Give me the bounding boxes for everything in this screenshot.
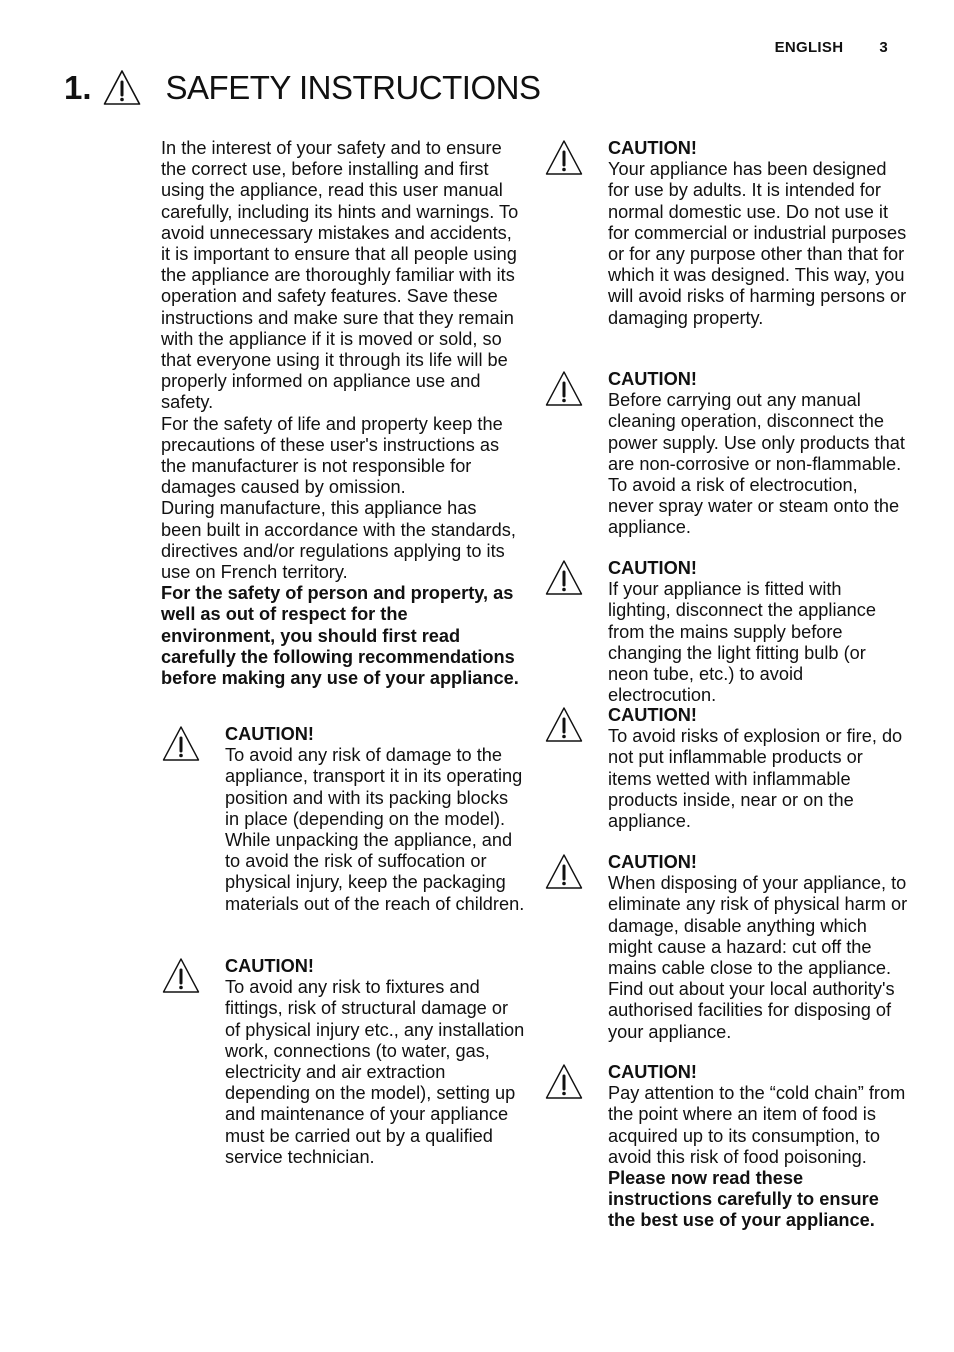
page-number: 3	[879, 39, 888, 56]
page-header	[775, 39, 888, 56]
caution-block	[544, 705, 908, 832]
section-number: 1.	[64, 69, 92, 106]
warning-triangle-icon	[544, 369, 584, 409]
caution-text: If your appliance is fitted with lighting, disconnect the appliance from the mains supply before changing the light fitting bulb (or neon tube, etc.) to avoid electrocution.	[608, 579, 876, 706]
intro-block	[161, 138, 521, 689]
caution-heading: CAUTION!	[225, 724, 314, 744]
caution-text: Your appliance has been designed for use by adults. It is intended for normal domestic use. Do not use it for commercial or industrial purposes or for any purpose other than that for which it was designed. This way, you will avoid risks of harming persons or damaging property.	[608, 159, 907, 328]
caution-block	[544, 558, 908, 706]
caution-block	[544, 369, 908, 539]
warning-triangle-icon	[544, 138, 584, 178]
caution-block	[544, 852, 908, 1043]
warning-triangle-icon	[544, 852, 584, 892]
intro-paragraph: For the safety of life and property keep the precautions of these user's instructions as the manufacturer is not responsible for damages caused by omission.	[161, 413, 503, 498]
caution-heading: CAUTION!	[608, 1062, 697, 1082]
caution-text: When disposing of your appliance, to eliminate any risk of physical harm or damage, disable anything which might cause a hazard: cut off the mains cable close to the appliance. Find out about your local authority's authorised facilities for disposing of your appliance.	[608, 873, 908, 1042]
caution-block	[161, 956, 525, 1168]
warning-triangle-icon	[544, 705, 584, 745]
warning-triangle-icon	[544, 558, 584, 598]
intro-bold-paragraph: For the safety of person and property, as well as out of respect for the environment, you should first read carefully the following recommendations before making any use of your appliance.	[161, 583, 519, 689]
caution-block	[161, 724, 525, 915]
caution-block	[544, 1062, 908, 1232]
caution-heading: CAUTION!	[608, 138, 697, 158]
warning-triangle-icon	[161, 956, 201, 996]
warning-triangle-icon	[161, 724, 201, 764]
closing-bold-text: Please now read these instructions carefully to ensure the best use of your appliance.	[608, 1168, 879, 1231]
caution-heading: CAUTION!	[608, 558, 697, 578]
caution-heading: CAUTION!	[608, 852, 697, 872]
intro-paragraph: In the interest of your safety and to ensure the correct use, before installing and first using the appliance, read this user manual carefully, including its hints and warnings. To avoid unnecessary mistakes and accidents, it is important to ensure that all people using the appliance are thoroughly familiar with its operation and safety features. Save these instructions and make sure that they remain with the appliance if it is moved or sold, so that everyone using it through its life will be properly informed on appliance use and safety.	[161, 138, 519, 413]
warning-triangle-icon	[102, 68, 142, 108]
caution-text: Before carrying out any manual cleaning operation, disconnect the power supply. Use only products that are non-corrosive or non-flammable. To avoid a risk of electrocution, never spray water or steam onto the appliance.	[608, 390, 905, 538]
caution-heading: CAUTION!	[225, 956, 314, 976]
language-label: ENGLISH	[774, 39, 844, 56]
caution-text: To avoid risks of explosion or fire, do not put inflammable products or items wetted with inflammable products inside, near or on the appliance.	[608, 726, 903, 832]
caution-text: To avoid any risk of damage to the appliance, transport it in its operating position and with its packing blocks in place (depending on the model). While unpacking the appliance, and to avoid the risk of suffocation or physical injury, keep the packaging materials out of the reach of children.	[225, 745, 525, 914]
warning-triangle-icon	[544, 1062, 584, 1102]
section-title	[64, 66, 540, 110]
section-heading: SAFETY INSTRUCTIONS	[165, 69, 541, 106]
intro-paragraph: During manufacture, this appliance has been built in accordance with the standards, directives and/or regulations applying to its use on French territory.	[161, 498, 516, 583]
caution-text: To avoid any risk to fixtures and fittings, risk of structural damage or of physical injury etc., any installation work, connections (to water, gas, electricity and air extraction depending on the model), setting up and maintenance of your appliance must be carried out by a qualified service technician.	[225, 977, 525, 1167]
caution-heading: CAUTION!	[608, 369, 697, 389]
caution-block	[544, 138, 908, 329]
caution-heading: CAUTION!	[608, 705, 697, 725]
caution-text: Pay attention to the “cold chain” from the point where an item of food is acquired up to its consumption, to avoid this risk of food poisoning.	[608, 1083, 906, 1167]
